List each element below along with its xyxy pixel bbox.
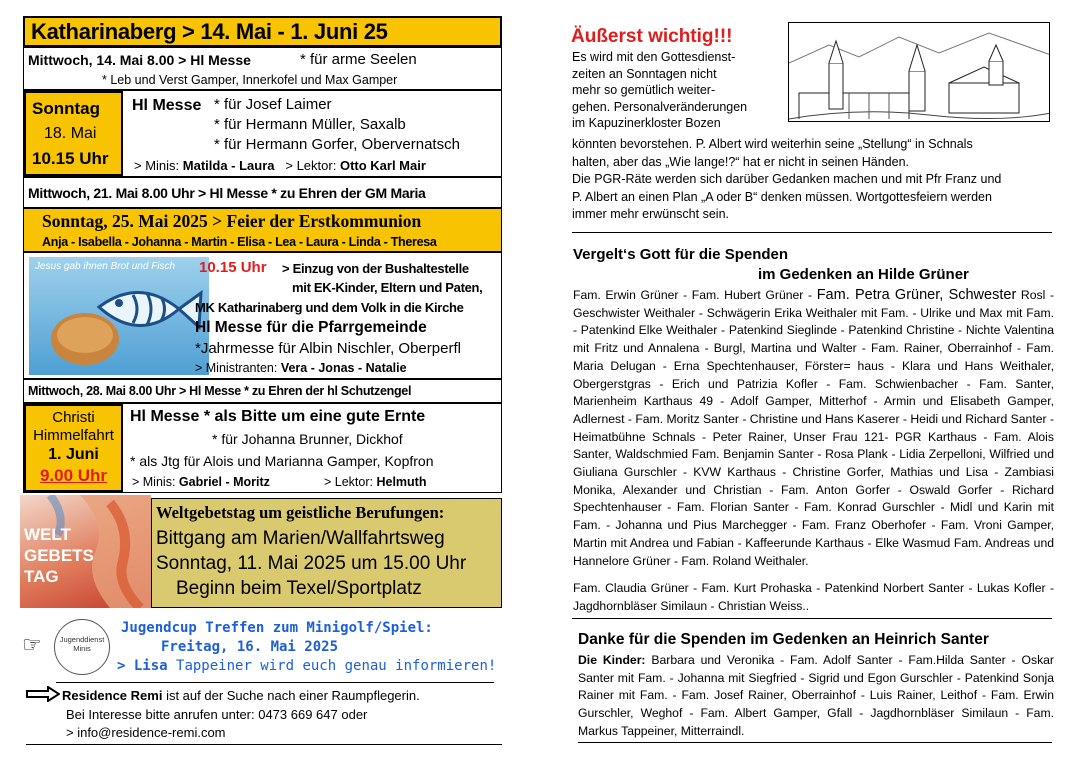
spenden1-big: Fam. Petra Grüner, Schwester <box>816 287 1017 303</box>
divider-bottom-right <box>578 742 1052 743</box>
important-line-2: zeiten an Sonntagen nicht <box>572 66 717 81</box>
sun25-children: Anja - Isabella - Johanna - Martin - Elisa - Lea - Laura - Linda - Theresa <box>42 235 437 249</box>
sun25-l3: MK Katharinaberg und dem Volk in die Kirche <box>195 300 464 315</box>
weltgebetstag-image <box>20 495 151 608</box>
sun25-l5: *Jahrmesse für Albin Nischler, Oberperfl <box>195 340 461 357</box>
important-title: Äußerst wichtig!!! <box>571 26 733 47</box>
jugend-l3-a: > Lisa <box>117 658 168 674</box>
weltgebetstag-l2: Sonntag, 11. Mai 2025 um 15.00 Uhr <box>156 553 467 574</box>
spenden2-text: Barbara und Veronika - Fam. Adolf Santer - Fam.Hilda Santer - Oskar Santer mit Fam. - Johanna mit Siegfried - Sigrid und Egon Gurschler - Patenkind Sonja Rainer mit Fam. - Fam. Josef Rainer, Oberrainhof - Luis Rainer, Leithof - Fam. Erwin Gurschler, Weghof - Fam. Albert Gamper, Gfall - Jagdhornbläser Similaun - Fam. Markus Tappeiner, Mitterraindl. <box>578 653 1054 738</box>
divider-bottom-left <box>26 744 502 745</box>
sun18-minis: Matilda - Laura <box>182 158 275 173</box>
important-full-2: halten, aber das „Wie lange!?“ hat er nicht in seinen Händen. <box>572 154 910 169</box>
himmelfahrt-int2: * als Jtg für Alois und Marianna Gamper, Kopfron <box>130 453 434 469</box>
sun18-date: 18. Mai <box>44 125 97 142</box>
divider-jugend <box>56 682 494 683</box>
himmelfahrt-lektor-row <box>324 475 426 489</box>
wed28-line: Mittwoch, 28. Mai 8.00 Uhr > Hl Messe * zu Ehren der hl Schutzengel <box>28 384 412 398</box>
sun18-int1: * für Josef Laimer <box>214 96 332 113</box>
spenden2-title: Danke für die Spenden im Gedenken an Heinrich Santer <box>578 631 989 648</box>
sun25-l1: > Einzug von der Bushaltestelle <box>282 261 469 276</box>
pointing-hand-icon: ☞ <box>22 632 42 657</box>
spenden1-text2: Fam. Claudia Grüner - Fam. Kurt Prohaska - Patenkind Norbert Santer - Lukas Kofler - Jagdhornbläser Similaun - Christian Weiss.. <box>573 581 1054 613</box>
spenden1-lead: Fam. Erwin Grüner - Fam. Hubert Grüner - <box>573 288 817 302</box>
himmelfahrt-minis: Gabriel - Moritz <box>178 475 270 489</box>
wed28-block <box>23 379 502 403</box>
himmelfahrt-minis-label: > Minis: <box>132 475 176 489</box>
wed14-block <box>23 47 502 90</box>
himmelfahrt-d1: Christi <box>52 409 95 426</box>
sun18-lektor: Otto Karl Mair <box>339 158 426 173</box>
himmelfahrt-minis-row <box>132 475 270 489</box>
sun18-int3: * für Hermann Gorfer, Obervernatsch <box>214 136 460 153</box>
important-line-1: Es wird mit den Gottesdienst- <box>572 50 736 64</box>
important-full-5: immer mehr erwünscht sein. <box>572 207 729 222</box>
sun25-minis: Vera - Jonas - Natalie <box>280 361 407 375</box>
sun18-block <box>23 90 502 177</box>
himmelfahrt-mass: Hl Messe * als Bitte um eine gute Ernte <box>130 408 426 425</box>
jugend-l2: Freitag, 16. Mai 2025 <box>161 639 339 655</box>
important-line-4: gehen. Personalveränderungen <box>572 99 748 114</box>
spenden1-sub: im Gedenken an Hilde Grüner <box>758 266 969 283</box>
spenden1-body2 <box>573 580 1054 615</box>
church-sketch <box>789 23 1050 122</box>
important-line-3: mehr so gemütlich weiter- <box>572 83 716 98</box>
wed14-line2: * Leb und Verst Gamper, Innerkofel und Max Gamper <box>102 73 398 87</box>
remi-line3: > info@residence-remi.com <box>66 725 226 740</box>
himmelfahrt-int1: * für Johanna Brunner, Dickhof <box>212 431 403 447</box>
weltgebetstag-box <box>151 498 502 608</box>
sun18-int2: * für Hermann Müller, Saxalb <box>214 116 406 133</box>
sun25-body <box>23 252 502 379</box>
sun25-time: 10.15 Uhr <box>199 259 267 276</box>
important-line-5: im Kapuzinerkloster Bozen <box>572 116 721 131</box>
divider-spenden <box>572 618 1052 619</box>
jugenddienst-logo-text: Jugenddienst Minis <box>59 635 105 653</box>
communion-image <box>29 257 209 375</box>
jugend-l3-b: Tappeiner wird euch genau informieren! <box>176 658 497 674</box>
remi-line1 <box>62 688 420 703</box>
header-banner <box>23 16 502 47</box>
himmelfahrt-lektor: Helmuth <box>376 475 427 489</box>
weltgebetstag-l3: Beginn beim Texel/Sportplatz <box>176 578 422 599</box>
arrow-right-icon <box>26 686 60 707</box>
sun25-header <box>23 208 502 252</box>
weltgebetstag-l1: Bittgang am Marien/Wallfahrtsweg <box>156 528 445 549</box>
sun18-mass: Hl Messe <box>132 97 202 114</box>
himmelfahrt-d2: Himmelfahrt <box>33 427 114 444</box>
sun18-minis-row <box>134 158 426 173</box>
wed14-intention: * für arme Seelen <box>300 51 417 68</box>
sun18-lektor-label: > Lektor: <box>285 158 337 173</box>
remi-line2: Bei Interesse bitte anrufen unter: 0473 669 647 oder <box>66 707 368 722</box>
weltgebetstag-img-text-1: WELT <box>24 525 71 544</box>
sun25-minis-row <box>195 361 407 375</box>
important-full-4: P. Albert an einen Plan „A oder B“ denken müssen. Wortgottesfeiern werden <box>572 189 992 204</box>
himmelfahrt-d3: 1. Juni <box>48 446 99 463</box>
sun25-title: Sonntag, 25. Mai 2025 > Feier der Erstkommunion <box>42 211 422 231</box>
himmelfahrt-block <box>23 403 502 493</box>
header-title: Katharinaberg > 14. Mai - 1. Juni 25 <box>31 19 388 44</box>
fish-bread-icon <box>29 257 209 375</box>
church-sketch-image <box>788 22 1050 122</box>
himmelfahrt-date-box <box>24 404 123 492</box>
sun25-l4: Hl Messe für die Pfarrgemeinde <box>195 319 427 336</box>
important-lines <box>572 49 747 132</box>
remi-name: Residence Remi <box>62 688 163 703</box>
spenden2-body <box>578 652 1054 741</box>
remi-l1-rest: ist auf der Suche nach einer Raumpflegerin. <box>166 688 420 703</box>
sun18-time: 10.15 Uhr <box>32 149 109 168</box>
communion-image-caption: Jesus gab ihnen Brot und Fisch <box>35 261 176 272</box>
divider-important <box>572 232 1052 233</box>
spenden1-title: Vergelt‘s Gott für die Spenden <box>573 246 789 263</box>
wed14-line1: Mittwoch, 14. Mai 8.00 > Hl Messe <box>28 52 251 68</box>
spenden1-text: Rosl - Geschwister Weithaler - Schwägerin Erika Weithaler mit Fam. - Ulrike und Max mit Fam. - Patenkind Elke Weithaler - Patenkind Sieglinde - Patenkind Christine - Nichte Valentina mit Fritz und Annalena - Burgl, Martina und Walter - Fam. Rainer, Oberrainhof - Fam. Maria Delugan - Erna Spechtenhauser, Förster= haus - Klara und Hans Weithaler, Obergerstgras - Erich und Patrizia Kofler - Fam. Schwienbacher - Fam. Santer, Marienheim Karthaus 49 - Adolf Gamper, Mitterhof - Armin und Elisabeth Gamper, Adlernest - Fam. Moritz Santer - Christine und Hans Kaserer - Heidi und Richard Santer - Heimatbühne Schnals - Peter Rainer, Unser Frau 121- PGR Karthaus - Fam. Alois Santer, Waldschmied Fam. Benjamin Santer - Rosa Plank - Lidia Zerpelloni, Wilfried und Giuliana Gurschler - KVW Karthaus - Christine Gorfer, Mathias und Lisa - Zambiasi Monika, Alexander und Christian - Fam. Anton Gorfer - Oswald Gorfer - Richard Spechtenhauser - Fam. Florian Santer - Fam. Konrad Gurschler - Midl und Karin mit Fam. - Johanna und Pius Marchegger - Fam. Franz Oberhofer - Fam. Vroni Gamper, Martin mit Andrea und Fabian - Kaffeerunde Karthaus - Elke Wasmud Fam. Andreas und Hannelore Grüner - Fam. Roland Weithaler. <box>573 288 1055 568</box>
weltgebetstag-img-text-3: TAG <box>24 567 59 586</box>
weltgebetstag-title: Weltgebetstag um geistliche Berufungen: <box>156 503 445 522</box>
sun18-date-box <box>24 91 123 176</box>
sun18-minis-label: > Minis: <box>134 158 180 173</box>
important-full-3: Die PGR-Räte werden sich darüber Gedanken machen und mit Pfr Franz und <box>572 172 1002 187</box>
important-full <box>572 136 1001 224</box>
jugend-l3 <box>117 658 496 674</box>
weltgebetstag-img-text-2: GEBETS <box>24 546 94 565</box>
jugend-l1: Jugendcup Treffen zum Minigolf/Spiel: <box>121 620 433 636</box>
wed21-block <box>23 177 502 208</box>
sun25-l2: mit EK-Kinder, Eltern und Paten, <box>292 280 483 295</box>
wed21-line: Mittwoch, 21. Mai 8.00 Uhr > Hl Messe * zu Ehren der GM Maria <box>28 185 426 201</box>
sun18-day: Sonntag <box>32 99 100 118</box>
himmelfahrt-lektor-label: > Lektor: <box>324 475 373 489</box>
sun25-minis-label: > Ministranten: <box>195 361 278 375</box>
himmelfahrt-time: 9.00 Uhr <box>39 466 108 485</box>
important-full-1: könnten bevorstehen. P. Albert wird weiterhin seine „Stellung“ in Schnals <box>572 137 973 151</box>
jugenddienst-logo <box>54 619 110 675</box>
spenden1-body <box>573 287 1054 570</box>
spenden2-label: Die Kinder: <box>578 653 646 667</box>
